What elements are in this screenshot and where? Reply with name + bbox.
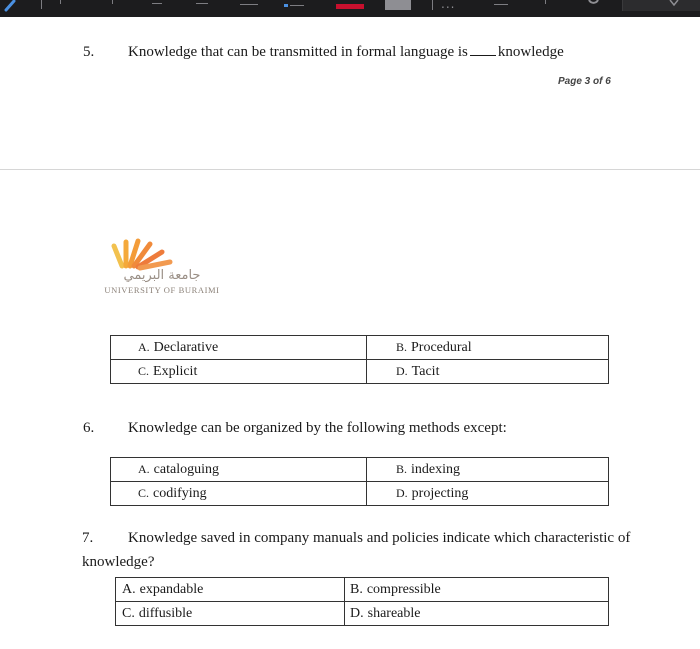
question-number: 7.	[82, 530, 94, 546]
close-panel-button[interactable]	[622, 0, 700, 11]
answer-options-table	[110, 457, 609, 506]
color-swatch-icon[interactable]	[336, 4, 364, 9]
option-letter: D.	[396, 363, 408, 378]
highlighter-icon[interactable]	[385, 0, 411, 10]
option-a[interactable]	[111, 336, 367, 360]
chevron-icon	[669, 0, 679, 6]
option-letter: C.	[138, 363, 150, 378]
option-letter: B.	[396, 461, 408, 476]
question-text-after: knowledge	[497, 44, 564, 60]
option-b[interactable]	[345, 578, 609, 602]
option-text: expandable	[139, 581, 204, 597]
option-c[interactable]	[111, 360, 367, 384]
option-letter: C.	[138, 485, 150, 500]
line-width-icon[interactable]	[290, 5, 304, 6]
option-text: compressible	[366, 581, 441, 597]
table-row	[111, 360, 609, 384]
table-row	[111, 482, 609, 506]
option-c[interactable]	[111, 482, 367, 506]
line-width-icon[interactable]	[240, 4, 258, 5]
question-text: Knowledge saved in company manuals and policies indicate which characteristic of	[128, 530, 631, 546]
page-separator	[0, 169, 700, 170]
table-row	[111, 336, 609, 360]
option-d[interactable]	[367, 360, 609, 384]
page-number: Page 3 of 6	[558, 76, 611, 87]
question-number: 6.	[83, 420, 95, 436]
answer-options-table	[110, 335, 609, 384]
option-text: cataloguing	[153, 461, 219, 477]
question-text: Knowledge can be organized by the following methods except:	[128, 420, 507, 436]
pen-tool-icon[interactable]	[4, 0, 18, 12]
option-d[interactable]	[367, 482, 609, 506]
option-c[interactable]	[116, 602, 345, 626]
option-text: Procedural	[411, 339, 472, 355]
ruler-icon[interactable]	[494, 4, 508, 5]
question-text-continued: knowledge?	[82, 554, 155, 570]
option-d[interactable]	[345, 602, 609, 626]
option-text: Declarative	[153, 339, 219, 355]
line-tool-icon[interactable]	[196, 3, 208, 4]
divider-icon	[41, 0, 42, 9]
option-text: Tacit	[411, 363, 440, 379]
question-number: 5.	[83, 44, 95, 60]
selected-dot-icon	[284, 4, 288, 7]
option-letter: A.	[138, 461, 150, 476]
more-tools-icon[interactable]: ...	[441, 0, 456, 11]
question-text-before: Knowledge that can be transmitted in formal language is	[128, 44, 468, 60]
table-row	[116, 602, 609, 626]
option-letter: B.	[396, 339, 408, 354]
option-text: projecting	[411, 485, 469, 501]
option-letter: C.	[122, 605, 135, 621]
option-a[interactable]	[116, 578, 345, 602]
logo-english-text: UNIVERSITY OF BURAIMI	[104, 285, 220, 295]
line-tool-icon[interactable]	[152, 3, 162, 4]
option-b[interactable]	[367, 336, 609, 360]
option-a[interactable]	[111, 458, 367, 482]
tool-handle-icon[interactable]	[545, 0, 546, 4]
tool-handle-icon[interactable]	[60, 0, 61, 4]
option-letter: A.	[122, 581, 136, 597]
option-text: diffusible	[138, 605, 193, 621]
option-letter: A.	[138, 339, 150, 354]
option-letter: B.	[350, 581, 363, 597]
option-text: indexing	[411, 461, 461, 477]
option-text: Explicit	[153, 363, 198, 379]
option-letter: D.	[396, 485, 408, 500]
lasso-icon[interactable]	[586, 0, 600, 12]
logo-arabic-text: جامعة البريمي	[123, 268, 201, 283]
tool-handle-icon[interactable]	[112, 0, 113, 4]
answer-options-table	[115, 577, 609, 626]
table-row	[111, 458, 609, 482]
option-b[interactable]	[367, 458, 609, 482]
option-text: shareable	[367, 605, 421, 621]
annotation-toolbar	[0, 0, 700, 17]
question-text	[128, 44, 564, 61]
table-row	[116, 578, 609, 602]
option-letter: D.	[350, 605, 364, 621]
divider-icon	[432, 0, 433, 10]
answer-blank	[470, 44, 496, 56]
option-text: codifying	[153, 485, 207, 501]
